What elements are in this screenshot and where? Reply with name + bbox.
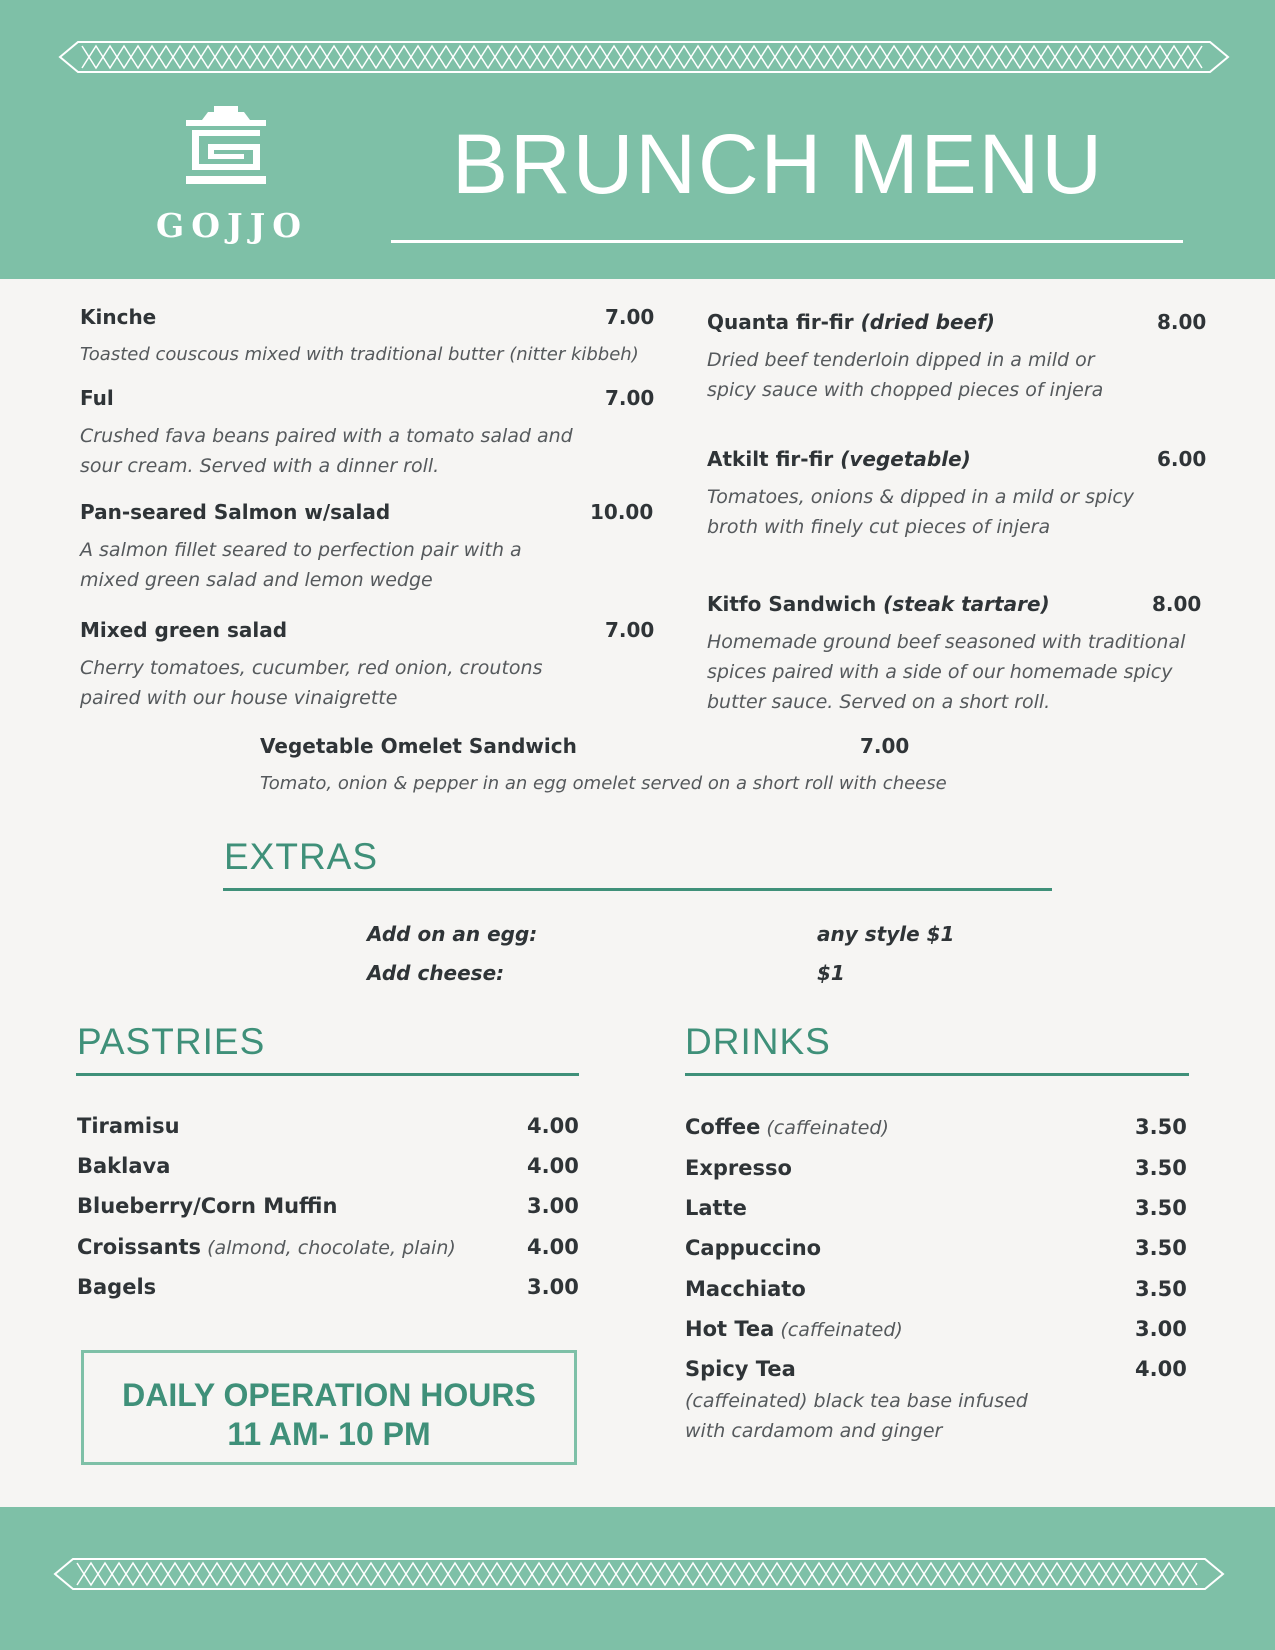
item-price: 7.00 [605,618,655,642]
item-description: Tomatoes, onions & dipped in a mild or spicy broth with finely cut pieces of injera [707,486,1135,538]
drink-price: 3.50 [1135,1277,1187,1301]
drink-name: Macchiato [685,1277,806,1301]
item-price: 7.00 [605,386,655,410]
item-name: Kinche [80,305,157,329]
extra-value: $1 [817,961,845,985]
item-description: Tomato, onion & pepper in an egg omelet served on a short roll with cheese [260,773,947,794]
extra-value: any style $1 [817,922,955,946]
drink-price: 3.50 [1135,1115,1187,1139]
pastry-name: Tiramisu [77,1114,180,1138]
hours-times: 11 AM- 10 PM [227,1416,431,1452]
item-description: A salmon fillet seared to perfection pair with a mixed green salad and lemon wedge [80,539,522,591]
item-price: 7.00 [860,734,910,758]
drink-price: 3.50 [1135,1156,1187,1180]
item-description: Toasted couscous mixed with traditional butter (nitter kibbeh) [80,344,639,365]
pastry-price: 4.00 [527,1235,579,1259]
drink-name: Hot Tea (caffeinated) [685,1317,903,1341]
item-description: Crushed fava beans paired with a tomato salad and sour cream. Served with a dinner roll. [80,425,573,477]
page-title: BRUNCH MENU [452,117,1104,211]
pastries-divider [76,1073,579,1076]
item-name: Pan-seared Salmon w/salad [80,500,391,524]
hours-heading: DAILY OPERATION HOURS [122,1377,536,1413]
pastry-name: Bagels [77,1275,157,1299]
logo-wordmark: GOJJO [156,206,308,245]
pastry-name: Blueberry/Corn Muffin [77,1194,338,1218]
item-description: Cherry tomatoes, cucumber, red onion, croutons paired with our house vinaigrette [80,657,543,709]
item-name: Kitfo Sandwich (steak tartare) [707,592,1050,616]
item-name: Atkilt fir-fir (vegetable) [707,447,971,471]
drink-price: 3.00 [1135,1317,1187,1341]
header-band [0,0,1275,279]
drink-name: Spicy Tea [685,1357,796,1381]
extra-label: Add on an egg: [367,922,538,946]
drink-name: Expresso [685,1156,792,1180]
drink-note: (caffeinated) [774,1319,903,1341]
drink-price: 4.00 [1135,1357,1187,1381]
operation-hours-box [81,1350,577,1465]
extras-divider [223,888,1052,891]
drink-name: Cappuccino [685,1236,822,1260]
drinks-divider [685,1073,1189,1076]
item-subtitle: (steak tartare) [883,592,1050,616]
drink-name: Coffee (caffeinated) [685,1115,889,1139]
item-price: 10.00 [590,500,654,524]
tribal-pattern-bottom [0,1507,1275,1650]
pastry-price: 4.00 [527,1114,579,1138]
item-name: Mixed green salad [80,618,288,642]
drink-name: Latte [685,1196,747,1220]
item-subtitle: (dried beef) [860,310,995,334]
footer-band [0,1507,1275,1650]
pastry-price: 4.00 [527,1154,579,1178]
item-name: Vegetable Omelet Sandwich [260,734,577,758]
drink-note: (caffeinated) [760,1117,889,1139]
extras-heading: EXTRAS [224,836,379,877]
item-price: 7.00 [605,305,655,329]
drink-description: (caffeinated) black tea base infused with cardamom and ginger [685,1390,1028,1442]
title-divider [391,240,1183,243]
pastry-price: 3.00 [527,1275,579,1299]
item-description: Dried beef tenderloin dipped in a mild or spicy sauce with chopped pieces of injera [707,349,1104,401]
pastry-name: Baklava [77,1154,171,1178]
item-name: Quanta fir-fir (dried beef) [707,310,995,334]
item-price: 8.00 [1157,310,1207,334]
tribal-pattern-top [0,0,1275,90]
item-subtitle: (vegetable) [840,447,971,471]
extra-label: Add cheese: [367,961,505,985]
pastry-note: (almond, chocolate, plain) [201,1237,456,1259]
restaurant-logo-icon [186,106,266,192]
item-name: Ful [80,386,114,410]
pastry-price: 3.00 [527,1194,579,1218]
item-price: 6.00 [1157,447,1207,471]
pastry-name: Croissants (almond, chocolate, plain) [77,1235,456,1259]
item-price: 8.00 [1152,592,1202,616]
drink-price: 3.50 [1135,1196,1187,1220]
drinks-heading: DRINKS [685,1021,831,1062]
drink-price: 3.50 [1135,1236,1187,1260]
pastries-heading: PASTRIES [77,1021,266,1062]
item-description: Homemade ground beef seasoned with traditional spices paired with a side of our homemade spicy butter sauce. Served on a short roll. [707,631,1186,713]
